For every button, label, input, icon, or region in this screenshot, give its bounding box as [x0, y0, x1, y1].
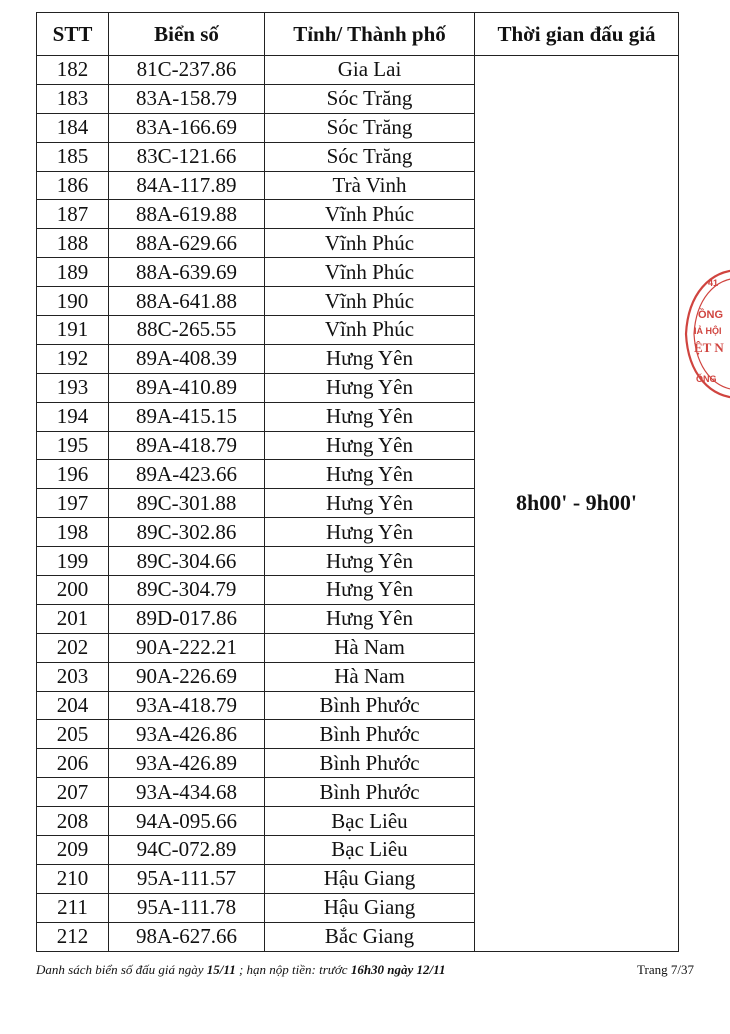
cell-province: Hưng Yên	[265, 604, 475, 633]
cell-stt: 198	[37, 518, 109, 547]
cell-plate: 93A-426.89	[109, 749, 265, 778]
cell-stt: 195	[37, 431, 109, 460]
cell-province: Vĩnh Phúc	[265, 258, 475, 287]
cell-plate: 94C-072.89	[109, 836, 265, 865]
cell-plate: 83C-121.66	[109, 142, 265, 171]
header-stt: STT	[37, 13, 109, 56]
cell-stt: 182	[37, 56, 109, 85]
cell-stt: 196	[37, 460, 109, 489]
auction-plate-table	[36, 12, 679, 952]
cell-plate: 83A-158.79	[109, 84, 265, 113]
cell-province: Hưng Yên	[265, 518, 475, 547]
cell-plate: 81C-237.86	[109, 56, 265, 85]
cell-stt: 191	[37, 316, 109, 345]
cell-province: Hà Nam	[265, 633, 475, 662]
footer-note-deadline: 16h30 ngày 12/11	[350, 962, 446, 977]
cell-stt: 194	[37, 402, 109, 431]
cell-province: Hưng Yên	[265, 431, 475, 460]
cell-stt: 212	[37, 922, 109, 951]
cell-plate: 94A-095.66	[109, 807, 265, 836]
cell-province: Hưng Yên	[265, 576, 475, 605]
cell-plate: 89C-301.88	[109, 489, 265, 518]
svg-text:ỐNG: ỐNG	[696, 374, 717, 384]
cell-province: Hậu Giang	[265, 864, 475, 893]
cell-plate: 89A-423.66	[109, 460, 265, 489]
cell-plate: 83A-166.69	[109, 113, 265, 142]
svg-text:41: 41	[708, 278, 719, 288]
footer-note	[36, 962, 445, 978]
cell-province: Sóc Trăng	[265, 142, 475, 171]
cell-stt: 186	[37, 171, 109, 200]
cell-province: Bắc Giang	[265, 922, 475, 951]
cell-stt: 209	[37, 836, 109, 865]
cell-stt: 199	[37, 547, 109, 576]
cell-plate: 88A-639.69	[109, 258, 265, 287]
footer-note-date: 15/11	[206, 962, 236, 977]
cell-province: Vĩnh Phúc	[265, 200, 475, 229]
cell-province: Hưng Yên	[265, 402, 475, 431]
cell-stt: 202	[37, 633, 109, 662]
cell-plate: 89C-304.79	[109, 576, 265, 605]
header-time: Thời gian đấu giá	[475, 13, 679, 56]
cell-province: Sóc Trăng	[265, 113, 475, 142]
cell-stt: 187	[37, 200, 109, 229]
cell-plate: 89A-408.39	[109, 344, 265, 373]
cell-stt: 190	[37, 287, 109, 316]
cell-province: Hưng Yên	[265, 460, 475, 489]
cell-plate: 89D-017.86	[109, 604, 265, 633]
cell-province: Hưng Yên	[265, 547, 475, 576]
svg-text:ỆT N: ỆT N	[694, 340, 724, 355]
seal-graphic	[680, 264, 730, 404]
cell-province: Bình Phước	[265, 749, 475, 778]
cell-plate: 88C-265.55	[109, 316, 265, 345]
cell-plate: 88A-619.88	[109, 200, 265, 229]
cell-province: Vĩnh Phúc	[265, 229, 475, 258]
cell-province: Vĩnh Phúc	[265, 287, 475, 316]
table-header-row	[37, 13, 679, 56]
cell-stt: 193	[37, 373, 109, 402]
footer-note-mid: ; hạn nộp tiền: trước	[235, 962, 351, 977]
cell-stt: 185	[37, 142, 109, 171]
cell-plate: 98A-627.66	[109, 922, 265, 951]
cell-province: Sóc Trăng	[265, 84, 475, 113]
footer-note-prefix: Danh sách biển số đấu giá ngày	[36, 962, 207, 977]
cell-province: Hưng Yên	[265, 373, 475, 402]
cell-province: Hưng Yên	[265, 344, 475, 373]
cell-stt: 197	[37, 489, 109, 518]
cell-stt: 192	[37, 344, 109, 373]
cell-stt: 183	[37, 84, 109, 113]
cell-province: Hậu Giang	[265, 893, 475, 922]
page-number: Trang 7/37	[637, 962, 694, 977]
cell-plate: 90A-222.21	[109, 633, 265, 662]
table-body	[37, 56, 679, 952]
cell-plate: 89C-304.66	[109, 547, 265, 576]
cell-province: Gia Lai	[265, 56, 475, 85]
cell-province: Hưng Yên	[265, 489, 475, 518]
svg-text:ỒNG: ỒNG	[698, 309, 724, 321]
header-plate: Biển số	[109, 13, 265, 56]
cell-stt: 184	[37, 113, 109, 142]
cell-stt: 204	[37, 691, 109, 720]
cell-province: Bình Phước	[265, 691, 475, 720]
cell-plate: 88A-641.88	[109, 287, 265, 316]
cell-plate: 93A-434.68	[109, 778, 265, 807]
cell-stt: 208	[37, 807, 109, 836]
cell-plate: 89A-418.79	[109, 431, 265, 460]
cell-province: Bạc Liêu	[265, 807, 475, 836]
cell-plate: 93A-426.86	[109, 720, 265, 749]
cell-stt: 203	[37, 662, 109, 691]
cell-stt: 189	[37, 258, 109, 287]
cell-province: Trà Vinh	[265, 171, 475, 200]
page-footer	[36, 962, 694, 978]
cell-plate: 95A-111.57	[109, 864, 265, 893]
cell-stt: 207	[37, 778, 109, 807]
cell-auction-time: 8h00' - 9h00'	[475, 56, 679, 952]
cell-province: Vĩnh Phúc	[265, 316, 475, 345]
cell-province: Bình Phước	[265, 720, 475, 749]
cell-plate: 88A-629.66	[109, 229, 265, 258]
cell-stt: 205	[37, 720, 109, 749]
cell-province: Bình Phước	[265, 778, 475, 807]
cell-plate: 93A-418.79	[109, 691, 265, 720]
table-row	[37, 56, 679, 85]
header-province: Tỉnh/ Thành phố	[265, 13, 475, 56]
cell-plate: 89A-415.15	[109, 402, 265, 431]
cell-plate: 95A-111.78	[109, 893, 265, 922]
cell-plate: 90A-226.69	[109, 662, 265, 691]
svg-text:IẢ HỘI: IẢ HỘI	[694, 326, 722, 336]
cell-stt: 211	[37, 893, 109, 922]
cell-stt: 188	[37, 229, 109, 258]
cell-plate: 89A-410.89	[109, 373, 265, 402]
cell-stt: 206	[37, 749, 109, 778]
cell-stt: 201	[37, 604, 109, 633]
cell-plate: 84A-117.89	[109, 171, 265, 200]
cell-province: Bạc Liêu	[265, 836, 475, 865]
cell-plate: 89C-302.86	[109, 518, 265, 547]
cell-stt: 210	[37, 864, 109, 893]
cell-province: Hà Nam	[265, 662, 475, 691]
cell-stt: 200	[37, 576, 109, 605]
red-seal-stamp	[680, 264, 730, 404]
